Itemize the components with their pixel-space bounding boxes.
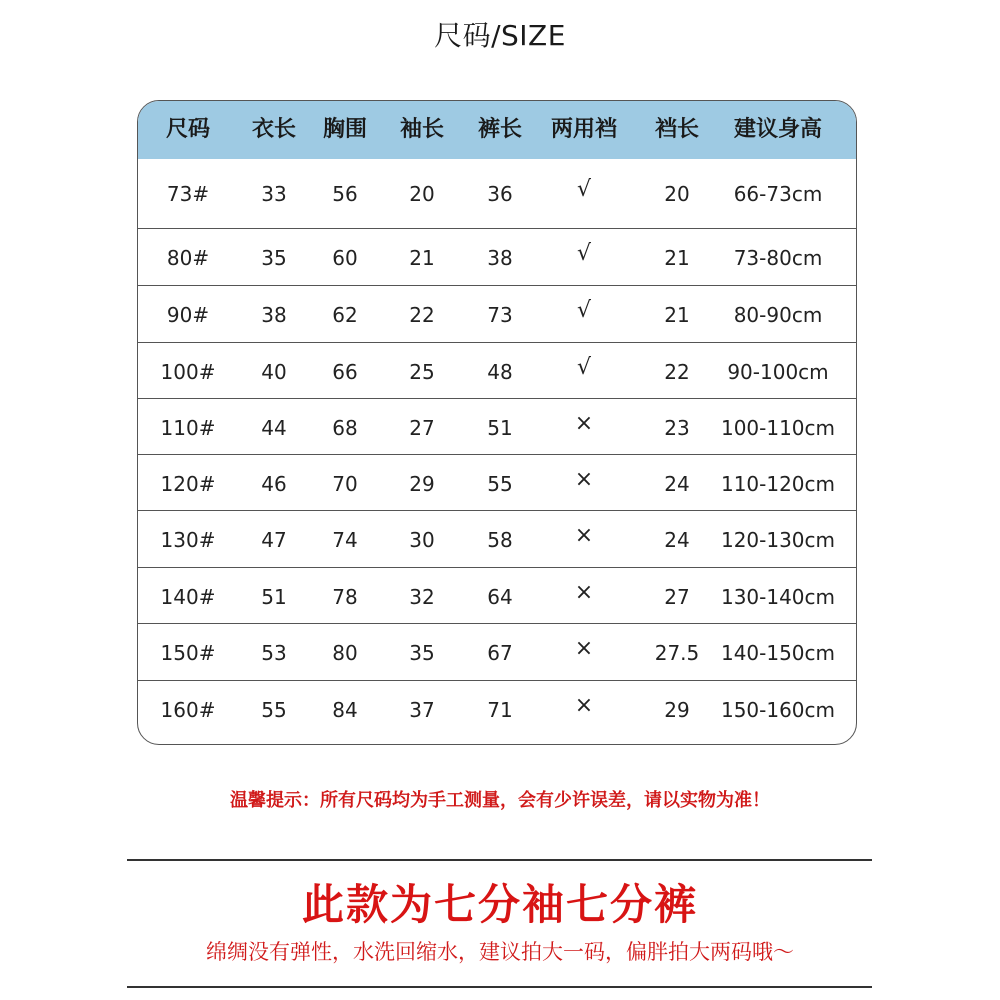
sizing-advice: 绵绸没有弹性，水洗回缩水，建议拍大一码，偏胖拍大两码哦～ xyxy=(206,940,794,964)
cell-pants: 71 xyxy=(487,698,513,722)
cell-dual-crotch: √ xyxy=(576,177,592,202)
cell-pants: 36 xyxy=(487,182,513,206)
cell-dual-crotch: × xyxy=(574,580,594,605)
cell-chest: 60 xyxy=(332,246,358,270)
cell-height: 120-130cm xyxy=(720,528,836,552)
cell-pants: 38 xyxy=(487,246,513,270)
cell-sleeve: 20 xyxy=(409,182,435,206)
cell-sleeve: 29 xyxy=(409,472,435,496)
header-length: 衣长 xyxy=(251,117,296,142)
cell-length: 33 xyxy=(261,182,287,206)
cell-sleeve: 27 xyxy=(409,416,435,440)
header-dual-crotch: 两用裆 xyxy=(550,117,617,142)
cell-chest: 84 xyxy=(332,698,358,722)
cell-crotch: 24 xyxy=(664,528,690,552)
cell-size: 100# xyxy=(160,360,216,384)
cell-sleeve: 35 xyxy=(409,641,435,665)
header-pants: 裤长 xyxy=(477,117,522,142)
cell-dual-crotch: × xyxy=(574,467,594,492)
page-title: 尺码/SIZE xyxy=(434,19,566,52)
cell-chest: 56 xyxy=(332,182,358,206)
cell-chest: 80 xyxy=(332,641,358,665)
cell-length: 46 xyxy=(261,472,287,496)
cell-height: 73-80cm xyxy=(733,246,823,270)
product-headline: 此款为七分袖七分裤 xyxy=(301,880,698,929)
cell-dual-crotch: √ xyxy=(576,241,592,266)
cell-pants: 48 xyxy=(487,360,513,384)
cell-length: 51 xyxy=(261,585,287,609)
cell-chest: 78 xyxy=(332,585,358,609)
table-row xyxy=(138,342,856,399)
cell-pants: 64 xyxy=(487,585,513,609)
cell-size: 150# xyxy=(160,641,216,665)
header-crotch: 裆长 xyxy=(654,117,699,142)
header-height: 建议身高 xyxy=(733,117,822,142)
cell-chest: 66 xyxy=(332,360,358,384)
measurement-tip: 温馨提示：所有尺码均为手工测量，会有少许误差，请以实物为准！ xyxy=(230,790,770,811)
cell-pants: 55 xyxy=(487,472,513,496)
cell-sleeve: 25 xyxy=(409,360,435,384)
table-row xyxy=(138,680,856,745)
cell-dual-crotch: × xyxy=(574,636,594,661)
table-row xyxy=(138,159,856,228)
cell-height: 150-160cm xyxy=(720,698,836,722)
cell-size: 120# xyxy=(160,472,216,496)
cell-length: 47 xyxy=(261,528,287,552)
table-row xyxy=(138,623,856,680)
cell-crotch: 29 xyxy=(664,698,690,722)
cell-height: 80-90cm xyxy=(733,303,823,327)
table-row xyxy=(138,454,856,511)
cell-dual-crotch: × xyxy=(574,411,594,436)
cell-pants: 58 xyxy=(487,528,513,552)
cell-length: 38 xyxy=(261,303,287,327)
cell-size: 80# xyxy=(166,246,210,270)
cell-crotch: 27.5 xyxy=(654,641,700,665)
cell-height: 100-110cm xyxy=(720,416,836,440)
cell-chest: 74 xyxy=(332,528,358,552)
cell-length: 44 xyxy=(261,416,287,440)
cell-chest: 68 xyxy=(332,416,358,440)
cell-length: 35 xyxy=(261,246,287,270)
cell-size: 73# xyxy=(166,182,210,206)
cell-sleeve: 22 xyxy=(409,303,435,327)
table-row xyxy=(138,567,856,624)
header-chest: 胸围 xyxy=(322,117,367,142)
table-row xyxy=(138,398,856,455)
cell-crotch: 27 xyxy=(664,585,690,609)
cell-size: 130# xyxy=(160,528,216,552)
table-header xyxy=(138,101,856,159)
cell-height: 110-120cm xyxy=(720,472,836,496)
table-row xyxy=(138,510,856,567)
cell-pants: 67 xyxy=(487,641,513,665)
cell-length: 55 xyxy=(261,698,287,722)
divider-bottom xyxy=(127,986,872,988)
cell-pants: 73 xyxy=(487,303,513,327)
cell-size: 140# xyxy=(160,585,216,609)
cell-dual-crotch: √ xyxy=(576,298,592,323)
cell-chest: 70 xyxy=(332,472,358,496)
cell-height: 66-73cm xyxy=(733,182,823,206)
cell-crotch: 20 xyxy=(664,182,690,206)
cell-crotch: 21 xyxy=(664,303,690,327)
cell-height: 90-100cm xyxy=(727,360,829,384)
header-size: 尺码 xyxy=(165,117,210,142)
cell-size: 110# xyxy=(160,416,216,440)
cell-sleeve: 32 xyxy=(409,585,435,609)
cell-length: 40 xyxy=(261,360,287,384)
table-row xyxy=(138,228,856,285)
cell-dual-crotch: √ xyxy=(576,355,592,380)
header-sleeve: 袖长 xyxy=(399,117,444,142)
cell-chest: 62 xyxy=(332,303,358,327)
cell-dual-crotch: × xyxy=(574,523,594,548)
cell-size: 90# xyxy=(166,303,210,327)
table-row xyxy=(138,285,856,342)
cell-crotch: 22 xyxy=(664,360,690,384)
divider-top xyxy=(127,859,872,861)
cell-sleeve: 30 xyxy=(409,528,435,552)
cell-length: 53 xyxy=(261,641,287,665)
cell-crotch: 21 xyxy=(664,246,690,270)
cell-pants: 51 xyxy=(487,416,513,440)
cell-crotch: 23 xyxy=(664,416,690,440)
cell-height: 130-140cm xyxy=(720,585,836,609)
size-table xyxy=(137,100,857,745)
cell-crotch: 24 xyxy=(664,472,690,496)
cell-size: 160# xyxy=(160,698,216,722)
cell-height: 140-150cm xyxy=(720,641,836,665)
cell-dual-crotch: × xyxy=(574,693,594,718)
cell-sleeve: 21 xyxy=(409,246,435,270)
cell-sleeve: 37 xyxy=(409,698,435,722)
